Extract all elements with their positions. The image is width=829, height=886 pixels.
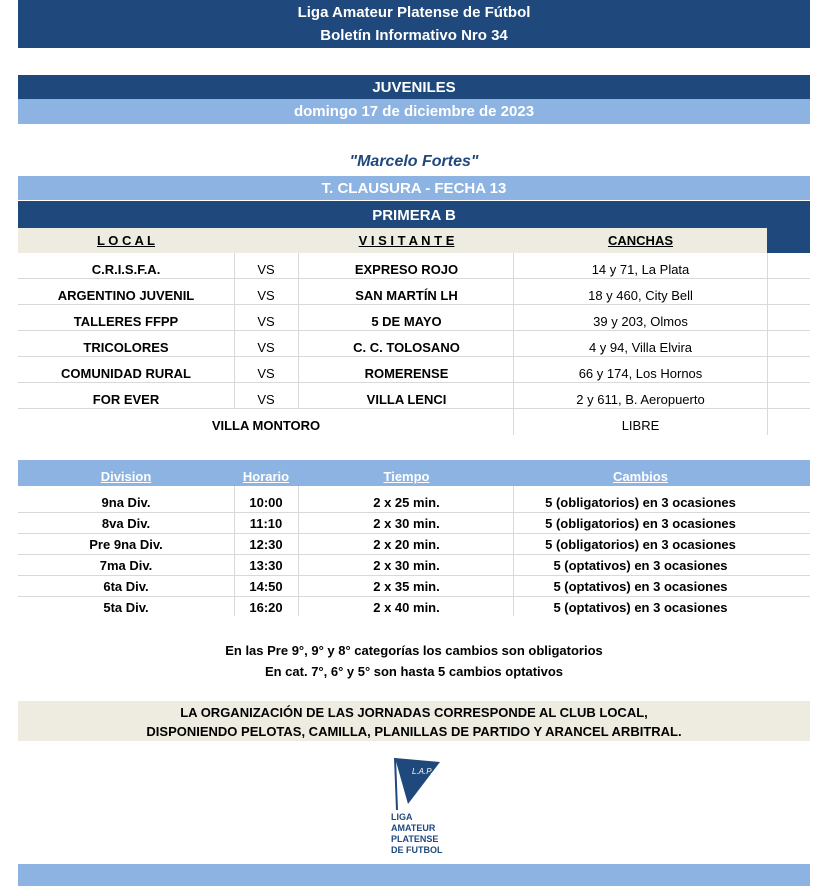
schedule-subs: 5 (optativos) en 3 ocasiones: [553, 558, 728, 573]
logo-text: [391, 812, 461, 856]
match-date: domingo 17 de diciembre de 2023: [18, 99, 810, 124]
note-optional: En cat. 7°, 6° y 5° son hasta 5 cambios optativos: [264, 663, 564, 679]
schedule-division: 5ta Div.: [103, 600, 149, 615]
header-canchas: CANCHAS: [608, 233, 673, 248]
local-team: TALLERES FFPP: [73, 313, 179, 329]
schedule-time: 14:50: [249, 579, 283, 594]
visitor-team: SAN MARTÍN LH: [355, 287, 458, 303]
schedule-division: 7ma Div.: [99, 558, 153, 573]
schedule-subs: 5 (obligatorios) en 3 ocasiones: [545, 495, 736, 510]
vs-label: VS: [257, 287, 275, 303]
vs-label: VS: [257, 339, 275, 355]
schedule-duration: 2 x 35 min.: [373, 579, 440, 594]
schedule-subs: 5 (obligatorios) en 3 ocasiones: [545, 516, 736, 531]
schedule-duration: 2 x 25 min.: [373, 495, 440, 510]
tribute-name: "Marcelo Fortes": [349, 153, 479, 170]
free-label: LIBRE: [621, 417, 660, 433]
schedule-duration: 2 x 40 min.: [373, 600, 440, 615]
schedule-time: 12:30: [249, 537, 283, 552]
logo-flag-text: L.A.P.: [412, 767, 433, 776]
local-team: FOR EVER: [92, 391, 160, 407]
vs-label: VS: [257, 365, 275, 381]
schedule-division: Pre 9na Div.: [89, 537, 163, 552]
schedule-subs: 5 (optativos) en 3 ocasiones: [553, 579, 728, 594]
visitor-team: 5 DE MAYO: [371, 313, 442, 329]
logo-line: DE FUTBOL: [391, 845, 443, 855]
logo-line: PLATENSE: [391, 834, 439, 844]
schedule-time: 13:30: [249, 558, 283, 573]
league-name: Liga Amateur Platense de Fútbol: [297, 4, 531, 21]
free-team: VILLA MONTORO: [211, 417, 321, 433]
schedule-subs: 5 (optativos) en 3 ocasiones: [553, 600, 728, 615]
schedule-time: 11:10: [249, 516, 283, 531]
tournament-title: T. CLAUSURA - FECHA 13: [18, 176, 810, 200]
category-title: JUVENILES: [18, 75, 810, 99]
schedule-division: 6ta Div.: [103, 579, 149, 594]
local-team: ARGENTINO JUVENIL: [57, 287, 195, 303]
visitor-team: ROMERENSE: [364, 365, 449, 381]
schedule-duration: 2 x 30 min.: [373, 516, 440, 531]
schedule-subs: 5 (obligatorios) en 3 ocasiones: [545, 537, 736, 552]
visitor-team: EXPRESO ROJO: [354, 261, 459, 277]
header-cambios: Cambios: [613, 468, 668, 484]
organization-line-1: LA ORGANIZACIÓN DE LAS JORNADAS CORRESPONDE AL CLUB LOCAL,: [180, 704, 648, 720]
venue: 18 y 460, City Bell: [588, 287, 693, 303]
venue: 14 y 71, La Plata: [591, 261, 690, 277]
logo-line: LIGA: [391, 812, 413, 822]
local-team: COMUNIDAD RURAL: [61, 365, 191, 381]
venue: 4 y 94, Villa Elvira: [588, 339, 693, 355]
bulletin-number: Boletín Informativo Nro 34: [320, 27, 508, 44]
logo-line: AMATEUR: [391, 823, 436, 833]
organization-line-2: DISPONIENDO PELOTAS, CAMILLA, PLANILLAS DE PARTIDO Y ARANCEL ARBITRAL.: [146, 723, 682, 739]
venue: 2 y 611, B. Aeropuerto: [576, 391, 705, 407]
vs-label: VS: [257, 313, 275, 329]
schedule-duration: 2 x 30 min.: [373, 558, 440, 573]
footer-bar: [18, 864, 810, 886]
division-title: PRIMERA B: [372, 206, 456, 224]
header-horario: Horario: [242, 468, 290, 484]
header-tiempo: Tiempo: [383, 468, 430, 484]
local-team: TRICOLORES: [83, 339, 169, 355]
header-division: Division: [100, 468, 152, 484]
schedule-division: 9na Div.: [101, 495, 151, 510]
venue: 39 y 203, Olmos: [593, 313, 688, 329]
venue: 66 y 174, Los Hornos: [578, 365, 703, 381]
note-obligatory: En las Pre 9°, 9° y 8° categorías los cambios son obligatorios: [225, 642, 603, 658]
schedule-time: 10:00: [249, 495, 283, 510]
local-team: C.R.I.S.F.A.: [91, 261, 161, 277]
visitor-team: VILLA LENCI: [366, 391, 447, 407]
header-banner: [18, 0, 810, 48]
schedule-time: 16:20: [249, 600, 283, 615]
header-visitante: V I S I T A N T E: [358, 233, 455, 248]
header-local: L O C A L: [96, 233, 156, 248]
schedule-duration: 2 x 20 min.: [373, 537, 440, 552]
vs-label: VS: [257, 391, 275, 407]
schedule-division: 8va Div.: [101, 516, 151, 531]
visitor-team: C. C. TOLOSANO: [353, 339, 460, 355]
vs-label: VS: [257, 261, 275, 277]
